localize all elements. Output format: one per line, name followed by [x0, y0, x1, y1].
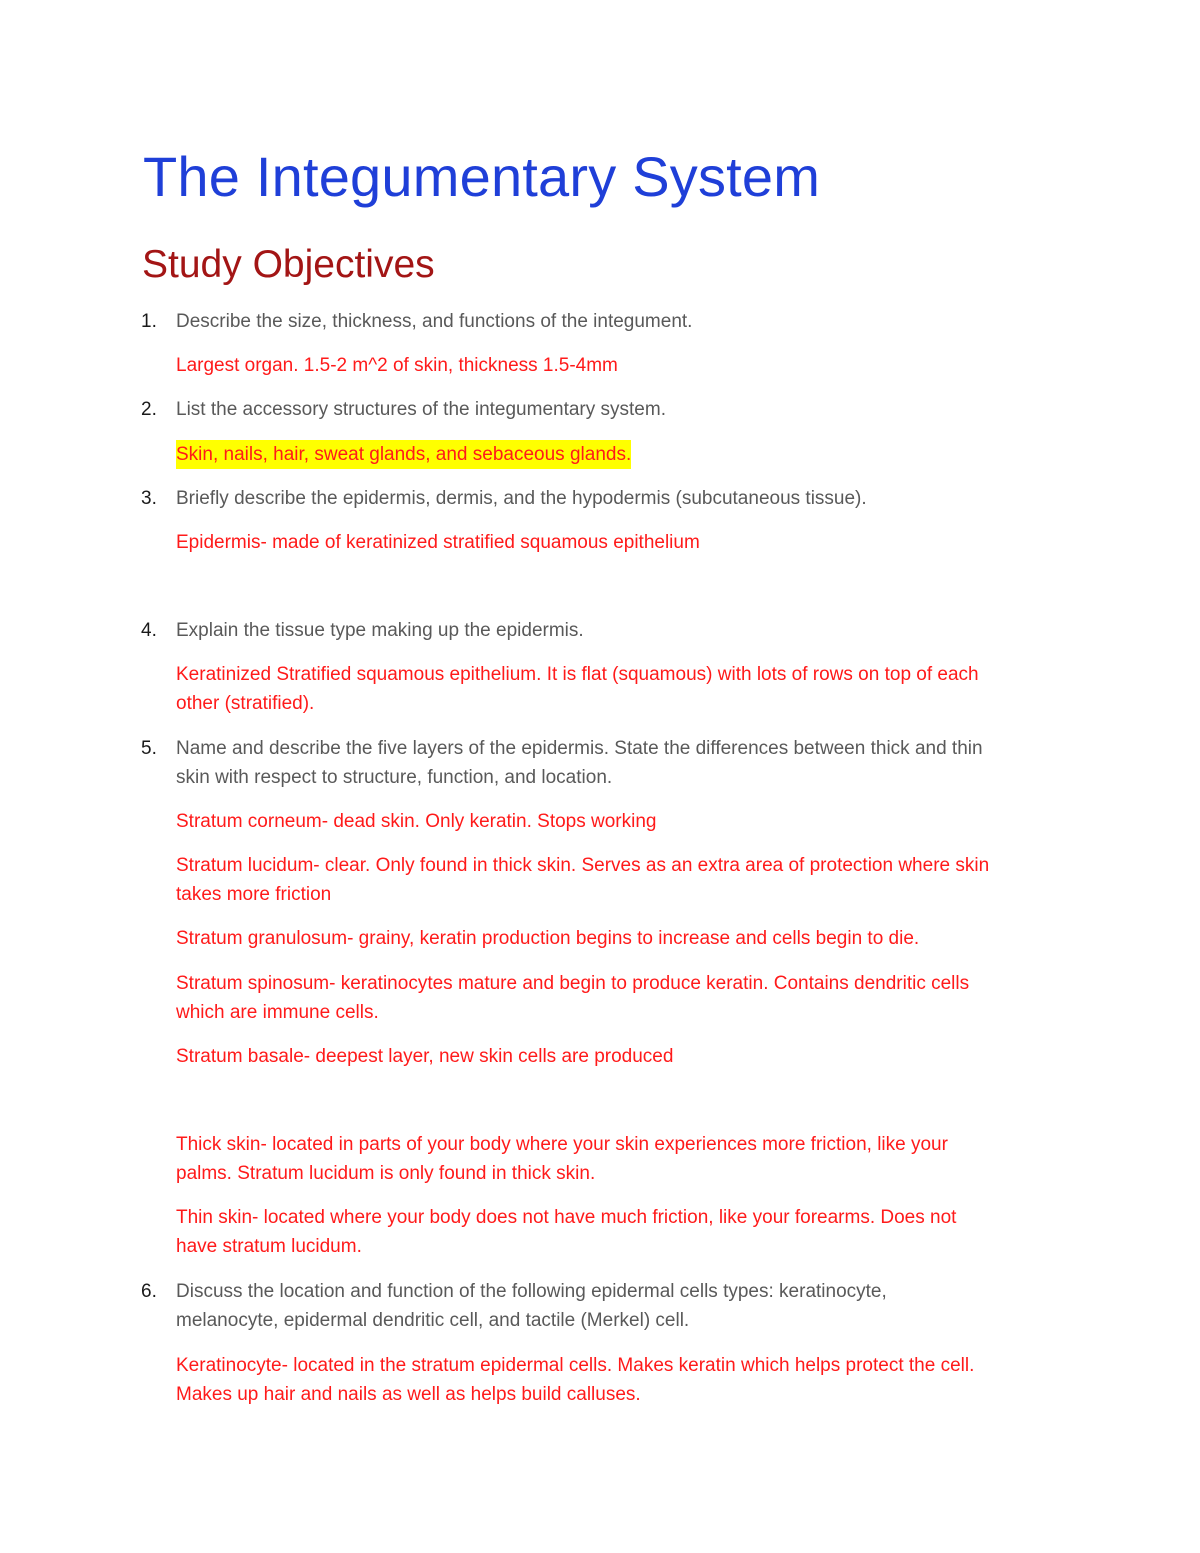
question-text: Briefly describe the epidermis, dermis, and the hypodermis (subcutaneous tissue). [176, 488, 867, 509]
question-text: melanocyte, epidermal dendritic cell, and tactile (Merkel) cell. [176, 1310, 690, 1331]
answer-text: Stratum basale- deepest layer, new skin cells are produced [176, 1046, 674, 1067]
item-number: 4. [141, 620, 157, 641]
question-text: Describe the size, thickness, and functions of the integument. [176, 311, 693, 332]
answer-text: takes more friction [176, 884, 332, 905]
question-text: Explain the tissue type making up the epidermis. [176, 620, 584, 641]
answer-text: Epidermis- made of keratinized stratified squamous epithelium [176, 532, 700, 553]
item-number: 2. [141, 399, 157, 420]
answer-text: which are immune cells. [176, 1002, 379, 1023]
question-text: Discuss the location and function of the following epidermal cells types: keratinocyte, [176, 1281, 887, 1302]
section-heading: Study Objectives [142, 243, 435, 286]
question-text: skin with respect to structure, function, and location. [176, 767, 613, 788]
answer-text: other (stratified). [176, 693, 315, 714]
answer-text: Thick skin- located in parts of your body where your skin experiences more friction, like your [176, 1134, 948, 1155]
item-number: 6. [141, 1281, 157, 1302]
highlighted-answer-text: Skin, nails, hair, sweat glands, and sebaceous glands. [176, 440, 631, 469]
item-number: 3. [141, 488, 157, 509]
answer-text: Largest organ. 1.5-2 m^2 of skin, thickness 1.5-4mm [176, 355, 618, 376]
item-number: 5. [141, 738, 157, 759]
question-text: Name and describe the five layers of the epidermis. State the differences between thick and thin [176, 738, 983, 759]
question-text: List the accessory structures of the integumentary system. [176, 399, 666, 420]
answer-text: have stratum lucidum. [176, 1236, 362, 1257]
answer-text: Stratum corneum- dead skin. Only keratin. Stops working [176, 811, 657, 832]
answer-text: Stratum granulosum- grainy, keratin production begins to increase and cells begin to die. [176, 928, 920, 949]
answer-text: Keratinized Stratified squamous epithelium. It is flat (squamous) with lots of rows on top of each [176, 664, 979, 685]
answer-text: Stratum lucidum- clear. Only found in thick skin. Serves as an extra area of protection where skin [176, 855, 990, 876]
answer-text: Stratum spinosum- keratinocytes mature and begin to produce keratin. Contains dendritic cells [176, 973, 970, 994]
answer-text: Keratinocyte- located in the stratum epidermal cells. Makes keratin which helps protect the cell. [176, 1355, 975, 1376]
answer-text: palms. Stratum lucidum is only found in thick skin. [176, 1163, 596, 1184]
answer-text: Thin skin- located where your body does not have much friction, like your forearms. Does not [176, 1207, 957, 1228]
answer-text: Makes up hair and nails as well as helps build calluses. [176, 1384, 641, 1405]
item-number: 1. [141, 311, 157, 332]
document-title: The Integumentary System [143, 145, 821, 208]
